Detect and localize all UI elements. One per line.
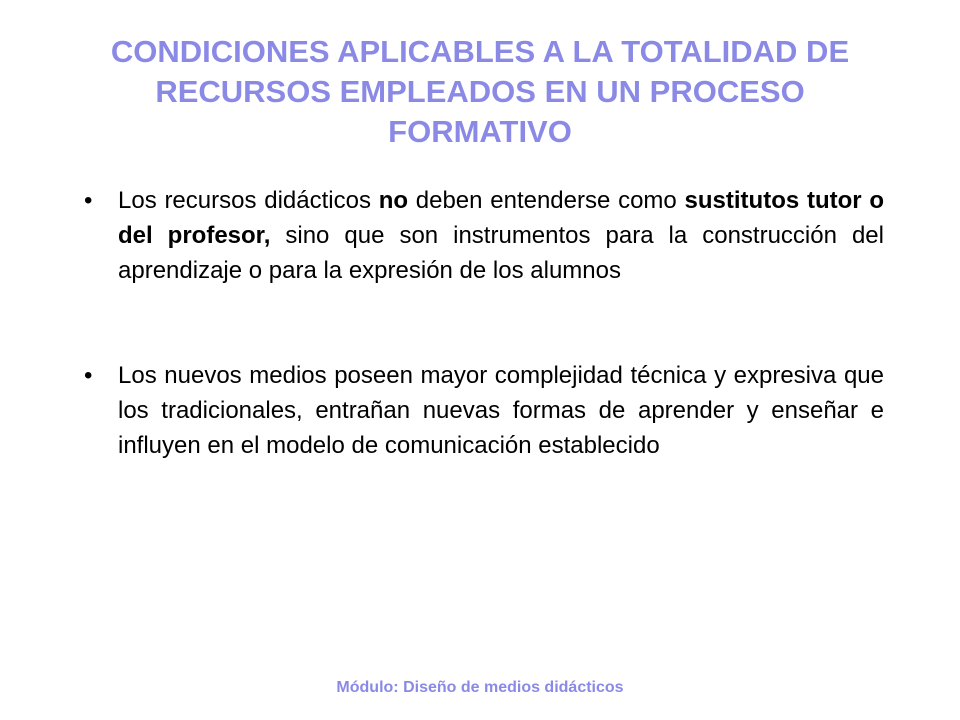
bullet-emphasis-no: no bbox=[378, 187, 409, 214]
bullet-text-part: sino que son instrumentos para la construcción del aprendizaje o para la expresión de los alumnos bbox=[118, 222, 884, 284]
bullet-list bbox=[84, 183, 884, 463]
bullet-text-part: deben entenderse como bbox=[408, 187, 685, 214]
bullet-item-recursos bbox=[84, 183, 884, 288]
bullet-text: Los nuevos medios poseen mayor complejidad técnica y expresiva que los tradicionales, entrañan nuevas formas de aprender y enseñar e influyen en el modelo de comunicación establecido bbox=[118, 362, 884, 459]
bullet-item-nuevos-medios bbox=[84, 358, 884, 463]
bullet-emphasis-sustitutos: sustitutos tutor o del profesor, bbox=[118, 187, 884, 249]
bullet-text-part: Los recursos didácticos bbox=[118, 187, 379, 214]
bullet-marker: • bbox=[84, 187, 93, 214]
bullet-marker: • bbox=[84, 362, 93, 389]
slide-title: CONDICIONES APLICABLES A LA TOTALIDAD DE RECURSOS EMPLEADOS EN UN PROCESO FORMATIVO bbox=[110, 34, 850, 149]
slide-footer: Módulo: Diseño de medios didácticos bbox=[336, 679, 624, 696]
